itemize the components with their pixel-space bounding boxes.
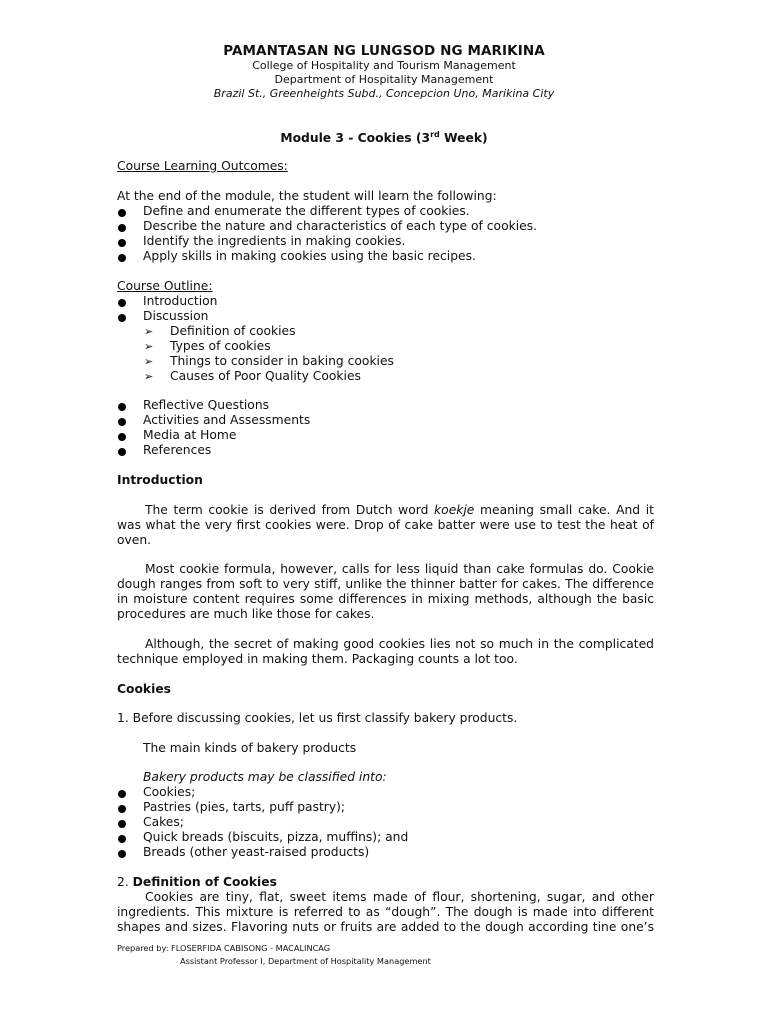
college-name: College of Hospitality and Tourism Management (252, 59, 516, 72)
bullet-icon (118, 254, 126, 262)
bullet-icon (118, 448, 126, 456)
definition-heading: 2. Definition of Cookies (117, 875, 277, 889)
main-kinds-text: The main kinds of bakery products (143, 741, 357, 755)
list-item: References (143, 443, 212, 457)
arrow-bullet-icon: ➢ (144, 370, 154, 383)
list-item: Cookies; (143, 785, 196, 799)
paragraph-line: Most cookie formula, however, calls for less liquid than cake formulas do. Cookie (145, 562, 654, 576)
paragraph-line: in moisture content requires some differences in mixing methods, although the basic (117, 592, 654, 606)
list-item: Pastries (pies, tarts, puff pastry); (143, 800, 346, 814)
bullet-icon (118, 314, 126, 322)
paragraph-line: procedures are much like those for cakes. (117, 607, 375, 621)
bullet-icon (118, 209, 126, 217)
list-item: Apply skills in making cookies using the basic recipes. (143, 249, 476, 263)
paragraph-line: Cookies are tiny, flat, sweet items made of flour, shortening, sugar, and other (145, 890, 654, 904)
bullet-icon (118, 418, 126, 426)
arrow-bullet-icon: ➢ (144, 340, 154, 353)
prepared-by: Prepared by: FLOSERFIDA CABISONG - MACALINCAG (117, 943, 331, 953)
paragraph-line: ingredients. This mixture is referred to as “dough”. The dough is made into different (117, 905, 654, 919)
list-item: Identify the ingredients in making cookies. (143, 234, 406, 248)
module-title: Module 3 - Cookies (3rd Week) (280, 130, 488, 146)
bullet-icon (118, 299, 126, 307)
outline-heading: Course Outline: (117, 279, 213, 293)
address: Brazil St., Greenheights Subd., Concepcion Uno, Marikina City (213, 87, 555, 100)
list-item: Discussion (143, 309, 209, 323)
list-item: Quick breads (biscuits, pizza, muffins); and (143, 830, 409, 844)
bullet-icon (118, 850, 126, 858)
arrow-bullet-icon: ➢ (144, 325, 154, 338)
sub-list-item: Definition of cookies (170, 324, 296, 338)
paragraph-line: The term cookie is derived from Dutch word koekje meaning small cake. And it (145, 503, 655, 517)
sub-list-item: Things to consider in baking cookies (170, 354, 394, 368)
list-item: Activities and Assessments (143, 413, 311, 427)
list-item: Describe the nature and characteristics of each type of cookies. (143, 219, 538, 233)
bullet-icon (118, 820, 126, 828)
arrow-bullet-icon: ➢ (144, 355, 154, 368)
list-item: Cakes; (143, 815, 184, 829)
paragraph-line: oven. (117, 533, 152, 547)
list-item: Define and enumerate the different types of cookies. (143, 204, 470, 218)
list-item: Introduction (143, 294, 218, 308)
bullet-icon (118, 239, 126, 247)
sub-list-item: Causes of Poor Quality Cookies (170, 369, 361, 383)
introduction-heading: Introduction (117, 473, 203, 487)
bullet-icon (118, 805, 126, 813)
cookies-heading: Cookies (117, 682, 171, 696)
author-position: Assistant Professor I, Department of Hospitality Management (180, 956, 431, 966)
outcomes-intro: At the end of the module, the student will learn the following: (117, 189, 497, 203)
paragraph-line: Although, the secret of making good cookies lies not so much in the complicated (145, 637, 654, 651)
paragraph-line: was what the very first cookies were. Drop of cake batter were use to test the heat of (117, 518, 654, 532)
bullet-icon (118, 403, 126, 411)
list-item: Media at Home (143, 428, 237, 442)
numbered-item: 1. Before discussing cookies, let us first classify bakery products. (117, 711, 518, 725)
university-name: PAMANTASAN NG LUNGSOD NG MARIKINA (223, 43, 545, 59)
outcomes-heading: Course Learning Outcomes: (117, 159, 288, 173)
bullet-icon (118, 835, 126, 843)
list-item: Breads (other yeast-raised products) (143, 845, 370, 859)
paragraph-line: shapes and sizes. Flavoring nuts or fruits are added to the dough according tine one’s (117, 920, 654, 934)
list-item: Reflective Questions (143, 398, 270, 412)
bullet-icon (118, 224, 126, 232)
bullet-icon (118, 790, 126, 798)
bullet-icon (118, 433, 126, 441)
department-name: Department of Hospitality Management (274, 73, 494, 86)
sub-list-item: Types of cookies (170, 339, 271, 353)
paragraph-line: dough ranges from soft to very stiff, unlike the thinner batter for cakes. The difference (117, 577, 654, 591)
classified-text: Bakery products may be classified into: (143, 770, 387, 784)
paragraph-line: technique employed in making them. Packaging counts a lot too. (117, 652, 518, 666)
